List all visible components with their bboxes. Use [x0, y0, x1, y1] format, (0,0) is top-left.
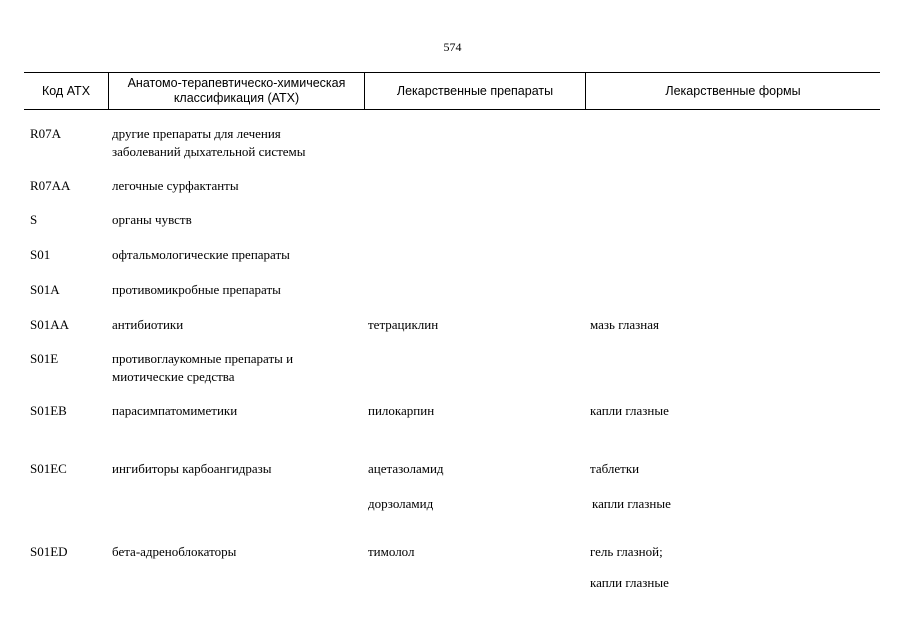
row-code: S	[30, 212, 38, 227]
row-name: парасимпатомиметики	[112, 403, 238, 418]
row-form: капли глазные	[590, 403, 669, 418]
row-name-cont: заболеваний дыхательной системы	[112, 144, 306, 159]
row-name: органы чувств	[112, 212, 192, 227]
row-name: легочные сурфактанты	[112, 178, 239, 193]
row-name: другие препараты для лечения	[112, 126, 281, 141]
row-code: S01EC	[30, 461, 67, 476]
row-code: R07A	[30, 126, 62, 141]
row-form: таблетки	[590, 461, 640, 476]
row-drug: дорзоламид	[368, 496, 434, 511]
header-code: Код АТХ	[41, 83, 91, 98]
page-number: 574	[443, 40, 462, 54]
row-drug: пилокарпин	[368, 403, 435, 418]
row-name: противомикробные препараты	[112, 282, 281, 297]
header-classification: Анатомо-терапевтическо-химическая классификация (АТХ)	[108, 73, 364, 109]
row-form: капли глазные	[590, 575, 669, 590]
header-forms: Лекарственные формы	[585, 73, 880, 109]
row-name: ингибиторы карбоангидразы	[112, 461, 272, 476]
row-code: S01	[30, 247, 51, 262]
row-code: R07AA	[30, 178, 71, 193]
row-name: противоглаукомные препараты и	[112, 351, 294, 366]
row-name: офтальмологические препараты	[112, 247, 290, 262]
row-drug: тимолол	[368, 544, 415, 559]
header-drugs: Лекарственные препараты	[364, 73, 585, 109]
row-name: антибиотики	[112, 317, 184, 332]
row-form: гель глазной;	[590, 544, 663, 559]
row-code: S01ED	[30, 544, 68, 559]
row-name-cont: миотические средства	[112, 369, 235, 384]
row-code: S01EB	[30, 403, 67, 418]
row-form: капли глазные	[592, 496, 671, 511]
row-drug: тетрациклин	[368, 317, 439, 332]
table-header	[24, 72, 880, 110]
row-form: мазь глазная	[590, 317, 659, 332]
row-code: S01AA	[30, 317, 70, 332]
row-name: бета-адреноблокаторы	[112, 544, 237, 559]
row-code: S01A	[30, 282, 60, 297]
row-drug: ацетазоламид	[368, 461, 444, 476]
row-code: S01E	[30, 351, 59, 366]
